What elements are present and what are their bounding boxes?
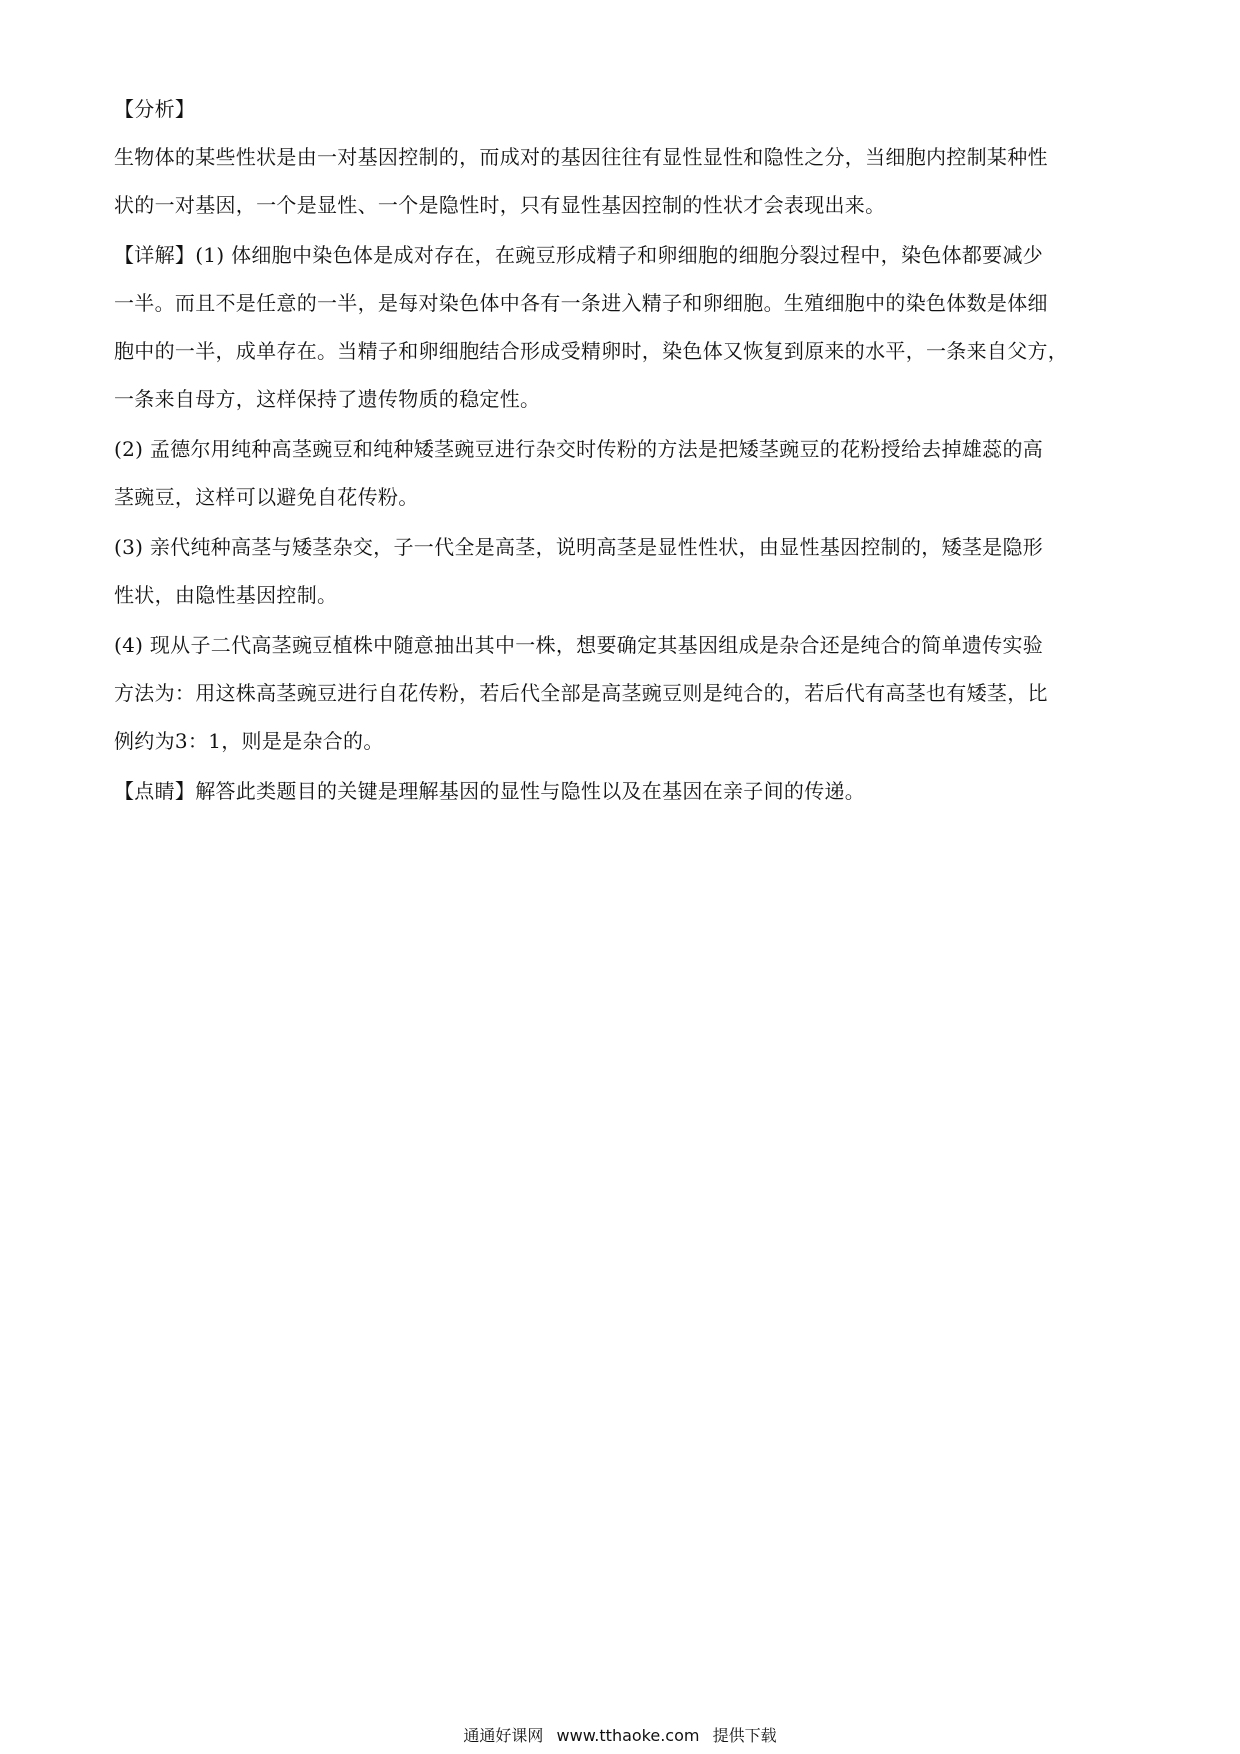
paragraph-line: 性状，由隐性基因控制。	[114, 583, 338, 607]
paragraph-line: (4) 现从子二代高茎豌豆植株中随意抽出其中一株，想要确定其基因组成是杂合还是纯合的简单遗传实验	[114, 633, 1044, 657]
paragraph-line: (2) 孟德尔用纯种高茎豌豆和纯种矮茎豌豆进行杂交时传粉的方法是把矮茎豌豆的花粉授给去掉雄蕊的高	[114, 437, 1044, 461]
paragraph-line: 方法为：用这株高茎豌豆进行自花传粉，若后代全部是高茎豌豆则是纯合的，若后代有高茎也有矮茎，比	[114, 681, 1048, 705]
footer-url[interactable]: www.tthaoke.com	[556, 1726, 700, 1745]
section-heading-key-point: 【点睛】解答此类题目的关键是理解基因的显性与隐性以及在基因在亲子间的传递。	[114, 779, 866, 803]
section-heading-detail: 【详解】(1) 体细胞中染色体是成对存在，在豌豆形成精子和卵细胞的细胞分裂过程中，染色体都要减少	[114, 243, 1044, 267]
answer-content	[114, 96, 1138, 804]
footer-suffix: 提供下载	[712, 1726, 777, 1745]
paragraph-line: 状的一对基因，一个是显性、一个是隐性时，只有显性基因控制的性状才会表现出来。	[114, 193, 886, 217]
paragraph-line: (3) 亲代纯种高茎与矮茎杂交，子一代全是高茎，说明高茎是显性性状，由显性基因控制的，矮茎是隐形	[114, 535, 1044, 559]
paragraph-line: 一半。而且不是任意的一半，是每对染色体中各有一条进入精子和卵细胞。生殖细胞中的染色体数是体细	[114, 291, 1048, 315]
paragraph-line: 茎豌豆，这样可以避免自花传粉。	[114, 485, 419, 509]
section-heading-analysis: 【分析】	[114, 97, 196, 121]
paragraph-line: 生物体的某些性状是由一对基因控制的，而成对的基因往往有显性显性和隐性之分，当细胞内控制某种性	[114, 145, 1048, 169]
paragraph-line: 胞中的一半，成单存在。当精子和卵细胞结合形成受精卵时，染色体又恢复到原来的水平，一条来自父方，	[114, 339, 1069, 363]
paragraph-line: 一条来自母方，这样保持了遗传物质的稳定性。	[114, 387, 541, 411]
footer-site-name: 通通好课网	[463, 1726, 544, 1745]
page-footer	[0, 1726, 1240, 1746]
paragraph-line: 例约为3：1，则是是杂合的。	[114, 729, 384, 753]
